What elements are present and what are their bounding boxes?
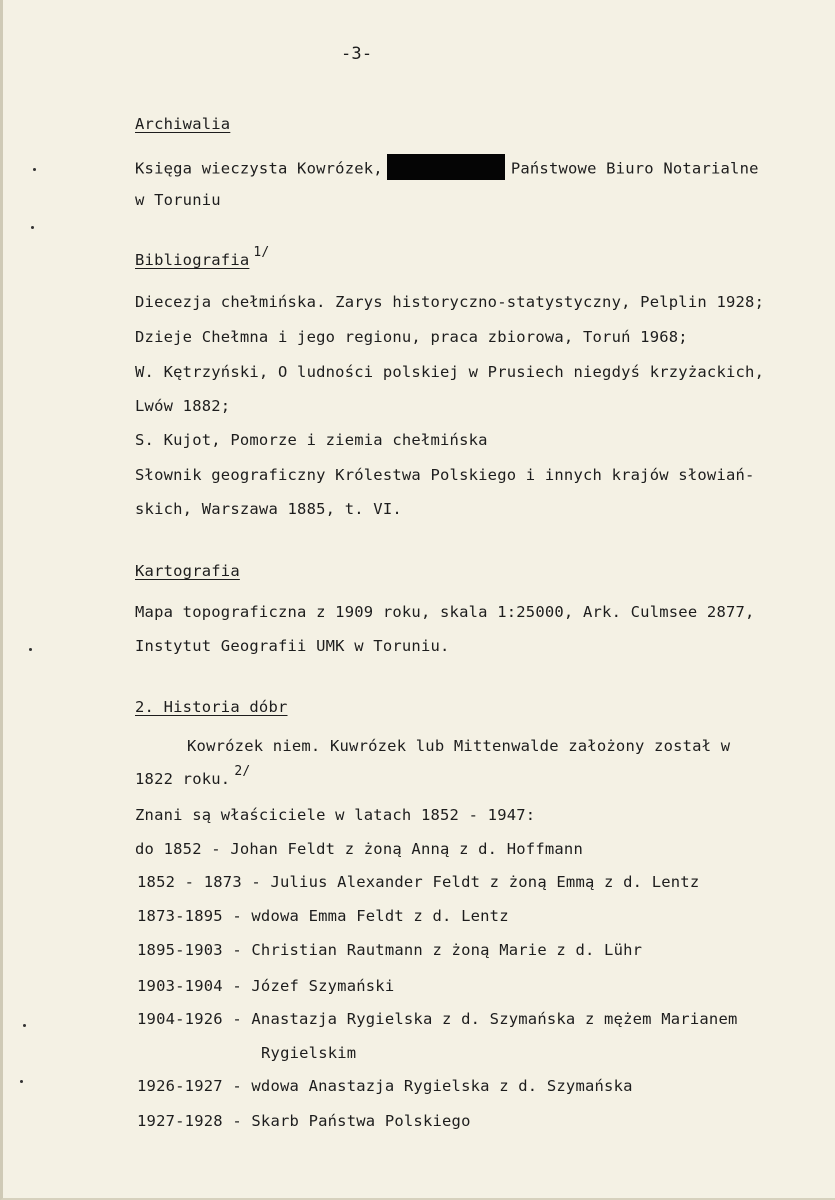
owner-entry: 1926-1927 - wdowa Anastazja Rygielska z d. Szymańska [137,1077,633,1095]
scan-speck [20,1080,23,1083]
historia-intro-2-row [135,764,251,788]
bibliografia-line: Lwów 1882; [135,397,231,415]
bibliografia-line: Diecezja chełmińska. Zarys historyczno-statystyczny, Pelplin 1928; [135,293,765,311]
scan-speck [29,648,32,651]
archiwalia-line-1 [135,156,759,182]
bibliografia-line: skich, Warszawa 1885, t. VI. [135,500,402,518]
archiwalia-line-2: w Toruniu [135,191,221,209]
owner-entry: 1927-1928 - Skarb Państwa Polskiego [137,1112,471,1130]
owner-entry-continuation: Rygielskim [261,1044,357,1062]
kartografia-heading: Kartografia [135,562,240,580]
page-number: -3- [341,44,373,64]
scan-speck [33,168,36,171]
bibliografia-heading-row [135,245,270,269]
historia-intro-2: 1822 roku. [135,770,231,788]
archiwalia-heading: Archiwalia [135,115,231,133]
owner-entry: 1904-1926 - Anastazja Rygielska z d. Szymańska z mężem Marianem [137,1010,738,1028]
footnote-ref-1: 1/ [253,245,270,260]
owner-entry: 1895-1903 - Christian Rautmann z żoną Marie z d. Lühr [137,941,643,959]
archiwalia-line-1-a: Księga wieczysta Kowrózek, [135,159,383,178]
bibliografia-heading: Bibliografia [135,251,250,269]
bibliografia-line: Dzieje Chełmna i jego regionu, praca zbiorowa, Toruń 1968; [135,328,688,346]
historia-heading: 2. Historia dóbr [135,698,288,716]
owner-entry: 1903-1904 - Józef Szymański [137,977,395,995]
owner-entry: 1852 - 1873 - Julius Alexander Feldt z żoną Emmą z d. Lentz [137,873,700,891]
kartografia-line: Instytut Geografii UMK w Toruniu. [135,637,450,655]
owners-intro: Znani są właściciele w latach 1852 - 1947: [135,806,536,824]
kartografia-line: Mapa topograficzna z 1909 roku, skala 1:25000, Ark. Culmsee 2877, [135,603,755,621]
footnote-ref-2: 2/ [234,764,251,779]
bibliografia-line: S. Kujot, Pomorze i ziemia chełmińska [135,431,488,449]
owner-entry: do 1852 - Johan Feldt z żoną Anną z d. Hoffmann [135,840,583,858]
historia-intro-1: Kowrózek niem. Kuwrózek lub Mittenwalde założony został w [187,737,731,755]
bibliografia-line: W. Kętrzyński, O ludności polskiej w Prusiech niegdyś krzyżackich, [135,363,765,381]
bibliografia-line: Słownik geograficzny Królestwa Polskiego i innych krajów słowiań- [135,466,755,484]
archiwalia-line-1-b: Państwowe Biuro Notarialne [510,159,759,178]
scan-speck [31,226,34,229]
owner-entry: 1873-1895 - wdowa Emma Feldt z d. Lentz [137,907,509,925]
scan-speck [23,1024,26,1027]
redaction-box [387,154,505,180]
